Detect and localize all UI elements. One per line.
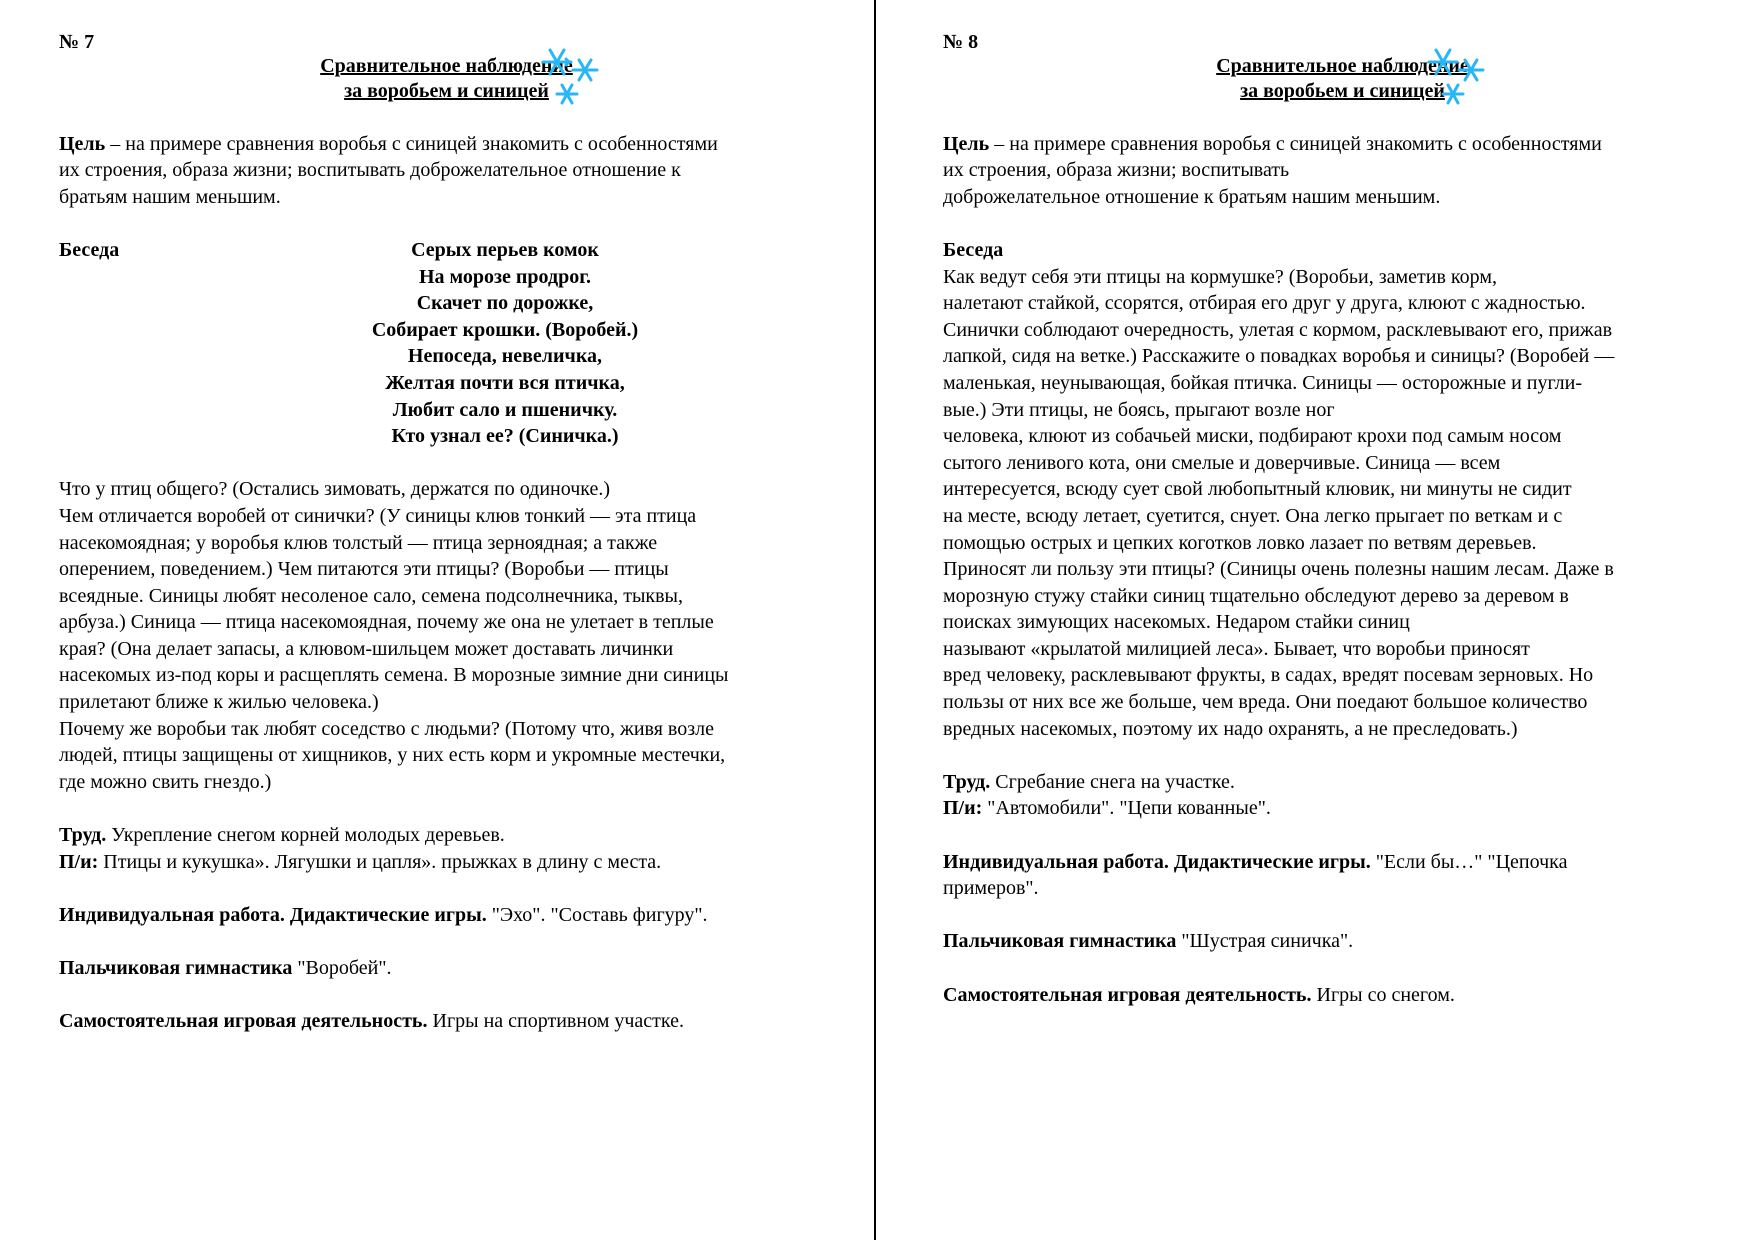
game-line: П/и: "Автомобили". "Цепи кованные". <box>943 797 1271 820</box>
title-line-2: за воробьем и синицей <box>1240 80 1445 102</box>
poem-line: Непоседа, невеличка, <box>407 345 603 368</box>
page-number: № 7 <box>59 31 95 53</box>
page-number: № 8 <box>943 31 979 53</box>
poem-line: Скачет по дорожке, <box>416 292 594 315</box>
goal-label: Цель <box>943 132 990 155</box>
title-block <box>943 54 1742 104</box>
play-line: Самостоятельная игровая деятельность. Игры на спортивном участке. <box>59 1010 684 1033</box>
individual-line: Индивидуальная работа. Дидактические игры. "Эхо". "Составь фигуру". <box>59 903 708 926</box>
goal-paragraph: Цель – на примере сравнения воробья с синицей знакомить с особенностями их строения, образа жизни; воспитывать доброжелательное отношение к братьям нашим меньшим. <box>59 132 718 208</box>
finger-line: Пальчиковая гимнастика "Воробей". <box>59 957 392 979</box>
poem-line: Кто узнал ее? (Синичка.) <box>391 425 619 448</box>
game-line: П/и: Птицы и кукушка». Лягушки и цапля». прыжках в длину с места. <box>59 850 662 873</box>
poem-line: Желтая почти вся птичка, <box>385 371 625 394</box>
talk-body: Как ведут себя эти птицы на кормушке? (Воробьи, заметив корм, налетают стайкой, ссорятся, отбирая его друг у друга, клюют с жадностью. Синички соблюдают очередность, улетая с кормом, расклевывают его, прижав лапкой, сидя на ветке.) Расскажите о повадках воробья и синицы? (Воробей — маленькая, неунывающая, бойкая птичка. Синицы — осторожные и пугли- вые.) Эти птицы, не боясь, прыгают возле ног человека, клюют из собачьей миски, подбирают крохи под самым носом сытого ленивого кота, они смелые и доверчивые. Синица — всем интересуется, всюду сует свой любопытный клювик, ни минуты не сидит на месте, всюду летает, суетится, снует. Она легко прыгает по веткам и с помощью острых и цепких коготков ловко лазает по ветвям деревьев. Приносят ли пользу эти птицы? (Синицы очень полезны нашим лесам. Даже в морозную стужу стайки синиц тщательно обследуют дерево за деревом в поисках зимующих насекомых. Недаром стайки синиц называют «крылатой милицией леса». Бывает, что воробьи приносят вред человеку, расклевывают фрукты, в садах, вредят посевам зерновых. Но пользы от них все же больше, чем вреда. Они поедают большое количество вредных насекомых, поэтому их надо охранять, а не преследовать.) <box>943 265 1615 740</box>
play-line: Самостоятельная игровая деятельность. Игры со снегом. <box>943 983 1455 1006</box>
snowflake-icon <box>537 42 607 112</box>
talk-label: Беседа <box>59 238 120 261</box>
poem-line: Собирает крошки. (Воробей.) <box>371 318 639 341</box>
talk-body: Что у птиц общего? (Остались зимовать, держатся по одиночке.) Чем отличается воробей от синички? (У синицы клюв тонкий — эта птица насекомоядная; у воробья клюв толстый — птица зерноядная; а также оперением, поведением.) Чем питаются эти птицы? (Воробьи — птицы всеядные. Синицы любят несоленое сало, семена подсолнечника, тыквы, арбуза.) Синица — птица насекомоядная, почему же она не улетает в теплые края? (Она делает запасы, а клювом-шильцем может доставать личинки насекомых из-под коры и расщеплять семена. В морозные зимние дни синицы прилетают ближе к жилью человека.) Почему же воробьи так любят соседство с людьми? (Потому что, живя возле людей, птицы защищены от хищников, у них есть корм и укромные местечки, где можно свить гнездо.) <box>59 478 729 793</box>
goal-paragraph: Цель – на примере сравнения воробья с синицей знакомить с особенностями их строения, образа жизни; воспитывать доброжелательное отношение к братьям нашим меньшим. <box>943 132 1602 208</box>
page-right <box>876 0 1752 1240</box>
title-line-1: Сравнительное наблюдение <box>1216 55 1469 77</box>
title-line-1: Сравнительное наблюдение <box>320 55 573 77</box>
poem-line: Любит сало и пшеничку. <box>392 398 618 421</box>
labor-line: Труд. Укрепление снегом корней молодых деревьев. <box>59 824 505 847</box>
finger-line: Пальчиковая гимнастика "Шустрая синичка". <box>943 930 1354 953</box>
labor-line: Труд. Сгребание снега на участке. <box>943 770 1235 793</box>
individual-line: Индивидуальная работа. Дидактические игры. "Если бы…" "Цепочка примеров". <box>943 850 1568 900</box>
talk-label: Беседа <box>943 238 1004 261</box>
title-block <box>59 54 834 104</box>
riddle-poem <box>295 237 715 450</box>
poem-line: Серых перьев комок <box>411 238 599 261</box>
poem-line: На морозе продрог. <box>418 265 592 288</box>
title-line-2: за воробьем и синицей <box>344 80 549 102</box>
page-left <box>0 0 876 1240</box>
snowflake-icon <box>1423 42 1493 112</box>
talk-section <box>59 237 834 450</box>
goal-label: Цель <box>59 132 106 155</box>
